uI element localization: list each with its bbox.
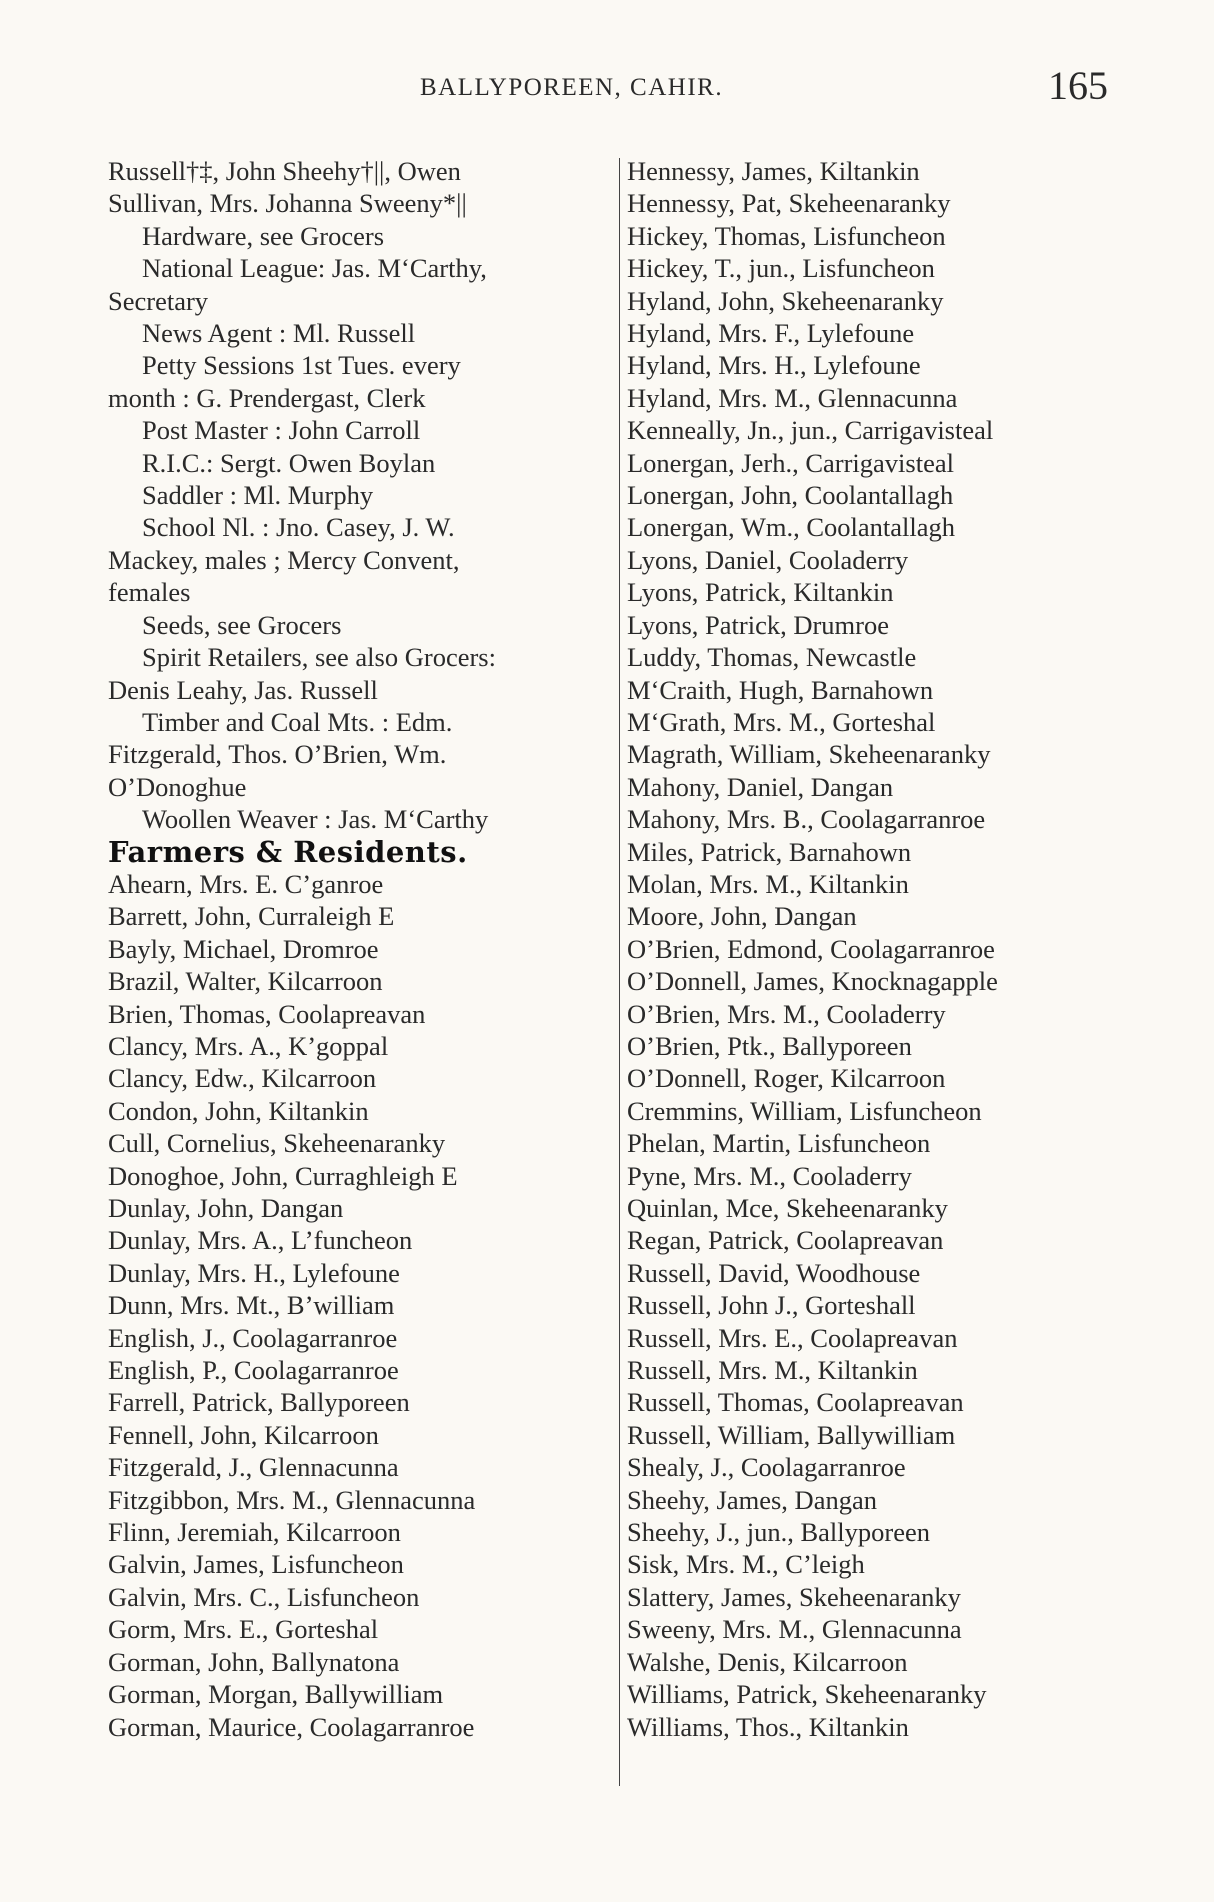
directory-entry: Secretary — [108, 285, 209, 316]
directory-entry: Denis Leahy, Jas. Russell — [108, 674, 378, 705]
directory-entry: News Agent : Ml. Russell — [142, 318, 416, 349]
directory-entry: Williams, Patrick, Skeheenaranky — [627, 1679, 987, 1710]
directory-entry: Clancy, Mrs. A., K’goppal — [108, 1030, 389, 1061]
directory-entry: Flinn, Jeremiah, Kilcarroon — [108, 1517, 401, 1548]
directory-entry: School Nl. : Jno. Casey, J. W. — [142, 512, 455, 543]
directory-entry: Woollen Weaver : Jas. M‘Carthy — [142, 804, 489, 835]
directory-entry: Russell, David, Woodhouse — [627, 1257, 921, 1288]
directory-entry: Quinlan, Mce, Skeheenaranky — [627, 1193, 948, 1223]
directory-entry: Phelan, Martin, Lisfuncheon — [627, 1128, 931, 1159]
directory-entry: Williams, Thos., Kiltankin — [627, 1711, 909, 1742]
directory-entry: Hennessy, Pat, Skeheenaranky — [627, 188, 951, 219]
directory-entry: Sheehy, J., jun., Ballyporeen — [627, 1517, 930, 1548]
directory-entry: Hickey, T., jun., Lisfuncheon — [627, 253, 935, 284]
directory-entry: O’Brien, Edmond, Coolagarranroe — [627, 933, 995, 964]
right-column — [627, 155, 1147, 1743]
directory-entry: Hardware, see Grocers — [142, 220, 385, 251]
directory-entry: Molan, Mrs. M., Kiltankin — [627, 868, 909, 899]
directory-entry: Cull, Cornelius, Skeheenaranky — [108, 1128, 446, 1159]
directory-entry: Slattery, James, Skeheenaranky — [627, 1581, 961, 1612]
directory-entry: Galvin, Mrs. C., Lisfuncheon — [108, 1581, 420, 1612]
directory-entry: M‘Grath, Mrs. M., Gorteshal — [627, 706, 936, 737]
directory-entry: Lonergan, Wm., Coolantallagh — [627, 512, 955, 543]
left-column — [108, 155, 613, 1743]
directory-entry: Walshe, Denis, Kilcarroon — [627, 1646, 908, 1677]
directory-entry: Russell, John J., Gorteshall — [627, 1290, 916, 1321]
directory-entry: Spirit Retailers, see also Grocers: — [142, 642, 496, 673]
directory-entry: O’Brien, Ptk., Ballyporeen — [627, 1030, 912, 1061]
directory-entry: Fennell, John, Kilcarroon — [108, 1419, 379, 1450]
directory-entry: Russell, William, Ballywilliam — [627, 1419, 956, 1450]
directory-entry: National League: Jas. M‘Carthy, — [142, 253, 487, 284]
directory-entry: O’Donoghue — [108, 771, 247, 802]
directory-entry: month : G. Prendergast, Clerk — [108, 382, 426, 413]
directory-entry: Barrett, John, Curraleigh E — [108, 901, 395, 932]
directory-entry: Saddler : Ml. Murphy — [142, 480, 374, 511]
directory-entry: Farrell, Patrick, Ballyporeen — [108, 1387, 410, 1418]
directory-entry: Mackey, males ; Mercy Convent, — [108, 544, 460, 575]
directory-entry: Fitzgibbon, Mrs. M., Glennacunna — [108, 1484, 476, 1515]
directory-entry: Gorman, Maurice, Coolagarranroe — [108, 1711, 475, 1742]
directory-entry: Hyland, Mrs. H., Lylefoune — [627, 350, 921, 381]
directory-entry: Lonergan, John, Coolantallagh — [627, 480, 954, 511]
directory-entry: Cremmins, William, Lisfuncheon — [627, 1095, 982, 1126]
directory-entry: Moore, John, Dangan — [627, 901, 857, 932]
directory-entry: Post Master : John Carroll — [142, 415, 421, 446]
directory-entry: Donoghoe, John, Curraghleigh E — [108, 1160, 458, 1191]
directory-entry: Russell, Mrs. E., Coolapreavan — [627, 1322, 958, 1353]
directory-entry: English, J., Coolagarranroe — [108, 1322, 398, 1353]
directory-entry: O’Donnell, Roger, Kilcarroon — [627, 1063, 946, 1094]
directory-entry: Lyons, Daniel, Cooladerry — [627, 544, 909, 575]
directory-entry: Russell†‡, John Sheehy†||, Owen — [108, 156, 461, 186]
directory-entry: Dunlay, John, Dangan — [108, 1193, 344, 1223]
directory-entry: Gorman, Morgan, Ballywilliam — [108, 1679, 444, 1710]
directory-entry: Lyons, Patrick, Drumroe — [627, 609, 890, 640]
directory-entry: Russell, Mrs. M., Kiltankin — [627, 1355, 918, 1386]
directory-entry: Hickey, Thomas, Lisfuncheon — [627, 220, 946, 251]
directory-entry: Fitzgerald, J., Glennacunna — [108, 1452, 399, 1483]
directory-entry: Kenneally, Jn., jun., Carrigavisteal — [627, 415, 994, 446]
directory-entry: Sweeny, Mrs. M., Glennacunna — [627, 1614, 962, 1645]
directory-entry: Lyons, Patrick, Kiltankin — [627, 577, 894, 608]
directory-entry: Ahearn, Mrs. E. C’ganroe — [108, 868, 384, 899]
directory-entry: Brien, Thomas, Coolapreavan — [108, 998, 426, 1029]
directory-entry: English, P., Coolagarranroe — [108, 1355, 399, 1386]
directory-entry: M‘Craith, Hugh, Barnahown — [627, 674, 934, 705]
directory-entry: Magrath, William, Skeheenaranky — [627, 739, 991, 770]
directory-entry: R.I.C.: Sergt. Owen Boylan — [142, 447, 436, 478]
column-divider — [619, 158, 620, 1786]
directory-entry: Gorm, Mrs. E., Gorteshal — [108, 1614, 379, 1645]
directory-entry: Seeds, see Grocers — [142, 609, 342, 640]
directory-entry: Mahony, Daniel, Dangan — [627, 771, 894, 802]
directory-entry: Luddy, Thomas, Newcastle — [627, 642, 917, 673]
directory-entry: O’Donnell, James, Knocknagapple — [627, 966, 998, 997]
directory-entry: Bayly, Michael, Dromroe — [108, 933, 379, 964]
section-heading: Farmers & Residents. — [108, 834, 468, 869]
directory-entry: Sullivan, Mrs. Johanna Sweeny*|| — [108, 188, 467, 219]
directory-entry: Lonergan, Jerh., Carrigavisteal — [627, 447, 954, 478]
directory-entry: Sheehy, James, Dangan — [627, 1484, 877, 1515]
directory-entry: females — [108, 577, 191, 608]
directory-entry: Gorman, John, Ballynatona — [108, 1646, 400, 1677]
directory-entry: Mahony, Mrs. B., Coolagarranroe — [627, 804, 986, 835]
directory-entry: Clancy, Edw., Kilcarroon — [108, 1063, 377, 1094]
directory-entry: Shealy, J., Coolagarranroe — [627, 1452, 906, 1483]
directory-entry: Condon, John, Kiltankin — [108, 1095, 369, 1126]
directory-entry: Dunlay, Mrs. H., Lylefoune — [108, 1257, 400, 1288]
directory-entry: Hennessy, James, Kiltankin — [627, 156, 920, 186]
directory-entry: Dunn, Mrs. Mt., B’william — [108, 1290, 395, 1321]
page-number: 165 — [1048, 63, 1108, 108]
directory-entry: Petty Sessions 1st Tues. every — [142, 350, 461, 381]
page-header — [0, 63, 1214, 110]
directory-entry: Brazil, Walter, Kilcarroon — [108, 966, 383, 997]
directory-entry: O’Brien, Mrs. M., Cooladerry — [627, 998, 946, 1029]
directory-entry: Hyland, Mrs. F., Lylefoune — [627, 318, 915, 349]
directory-entry: Dunlay, Mrs. A., L’funcheon — [108, 1225, 413, 1256]
directory-entry: Hyland, John, Skeheenaranky — [627, 285, 944, 316]
directory-entry: Miles, Patrick, Barnahown — [627, 836, 912, 867]
directory-entry: Fitzgerald, Thos. O’Brien, Wm. — [108, 739, 447, 770]
directory-entry: Galvin, James, Lisfuncheon — [108, 1549, 404, 1580]
directory-entry: Sisk, Mrs. M., C’leigh — [627, 1549, 865, 1580]
directory-entry: Russell, Thomas, Coolapreavan — [627, 1387, 964, 1418]
directory-entry: Timber and Coal Mts. : Edm. — [142, 706, 453, 737]
directory-entry: Hyland, Mrs. M., Glennacunna — [627, 382, 958, 413]
running-title: BALLYPOREEN, CAHIR. — [420, 74, 724, 101]
directory-entry: Pyne, Mrs. M., Cooladerry — [627, 1160, 912, 1191]
directory-entry: Regan, Patrick, Coolapreavan — [627, 1225, 944, 1256]
